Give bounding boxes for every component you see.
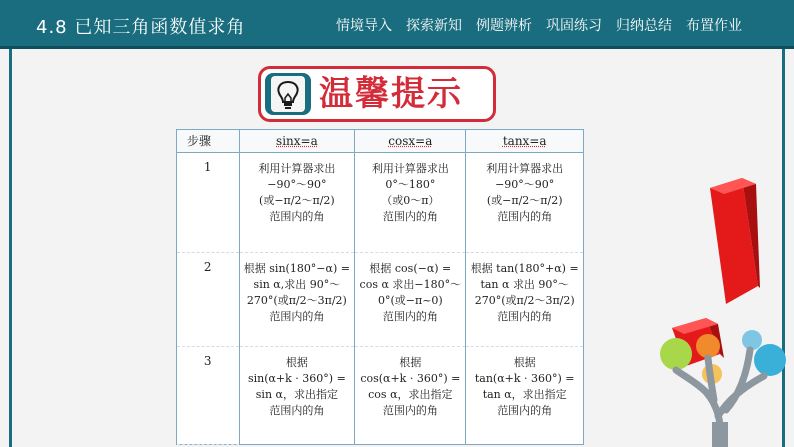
table-row — [177, 346, 583, 444]
nav-item-intro[interactable]: 情境导入 — [336, 18, 392, 34]
cell-tan-step1: 利用计算器求出 −90°～90° (或−π/2～π/2) 范围内的角 — [466, 152, 583, 252]
cell-sin-step3: 根据 sin(α+k · 360°) = sin α，求出指定 范围内的角 — [239, 346, 355, 444]
header-bar — [0, 0, 794, 49]
cell-cos-step1: 利用计算器求出 0°～180° （或0～π） 范围内的角 — [355, 152, 466, 252]
frame-left-line — [9, 49, 12, 447]
col-header-cos: cosx=a — [355, 130, 466, 152]
nav-menu — [336, 15, 742, 35]
col-header-sin: sinx=a — [239, 130, 355, 152]
cell-cos-step2: 根据 cos(−α) = cos α 求出−180°～ 0°(或−π~0) 范围内的角 — [355, 252, 466, 346]
cell-cos-step3: 根据 cos(α+k · 360°) = cos α，求出指定 范围内的角 — [355, 346, 466, 444]
nav-item-examples[interactable]: 例题辨析 — [476, 18, 532, 34]
cell-tan-step3: 根据 tan(α+k · 360°) = tan α，求出指定 范围内的角 — [474, 355, 575, 417]
cell-sin-step2: 根据 sin(180°−α) = sin α,求出 90°～ 270°(或π/2～3π/2) 范围内的角 — [239, 252, 355, 346]
page-title: 4.8 已知三角函数值求角 — [36, 17, 246, 38]
warm-tip-banner — [258, 66, 496, 122]
exclamation-bar-icon — [708, 176, 760, 306]
steps-table — [176, 129, 584, 445]
col-header-tan: tanx=a — [466, 130, 583, 152]
nav-item-explore[interactable]: 探索新知 — [406, 18, 462, 34]
step-number: 3 — [177, 346, 239, 444]
table-row — [177, 252, 583, 346]
nav-item-practice[interactable]: 巩固练习 — [546, 18, 602, 34]
cell-sin-step1: 利用计算器求出 −90°～90° (或−π/2～π/2) 范围内的角 — [239, 152, 355, 252]
step-number: 2 — [177, 252, 239, 346]
col-header-step: 步骤 — [177, 130, 239, 152]
table-row — [177, 152, 583, 252]
cell-tan-step2: 根据 tan(180°+α) = tan α 求出 90°～ 270°(或π/2～3π/2) 范围内的角 — [466, 252, 583, 346]
nav-item-homework[interactable]: 布置作业 — [686, 18, 742, 34]
lightbulb-icon — [265, 73, 311, 115]
table-header-row — [177, 130, 583, 152]
step-number: 1 — [177, 152, 239, 252]
nav-item-summary[interactable]: 归纳总结 — [616, 18, 672, 34]
tree-icon — [646, 326, 792, 447]
warm-tip-text: 温馨提示 — [319, 74, 463, 114]
